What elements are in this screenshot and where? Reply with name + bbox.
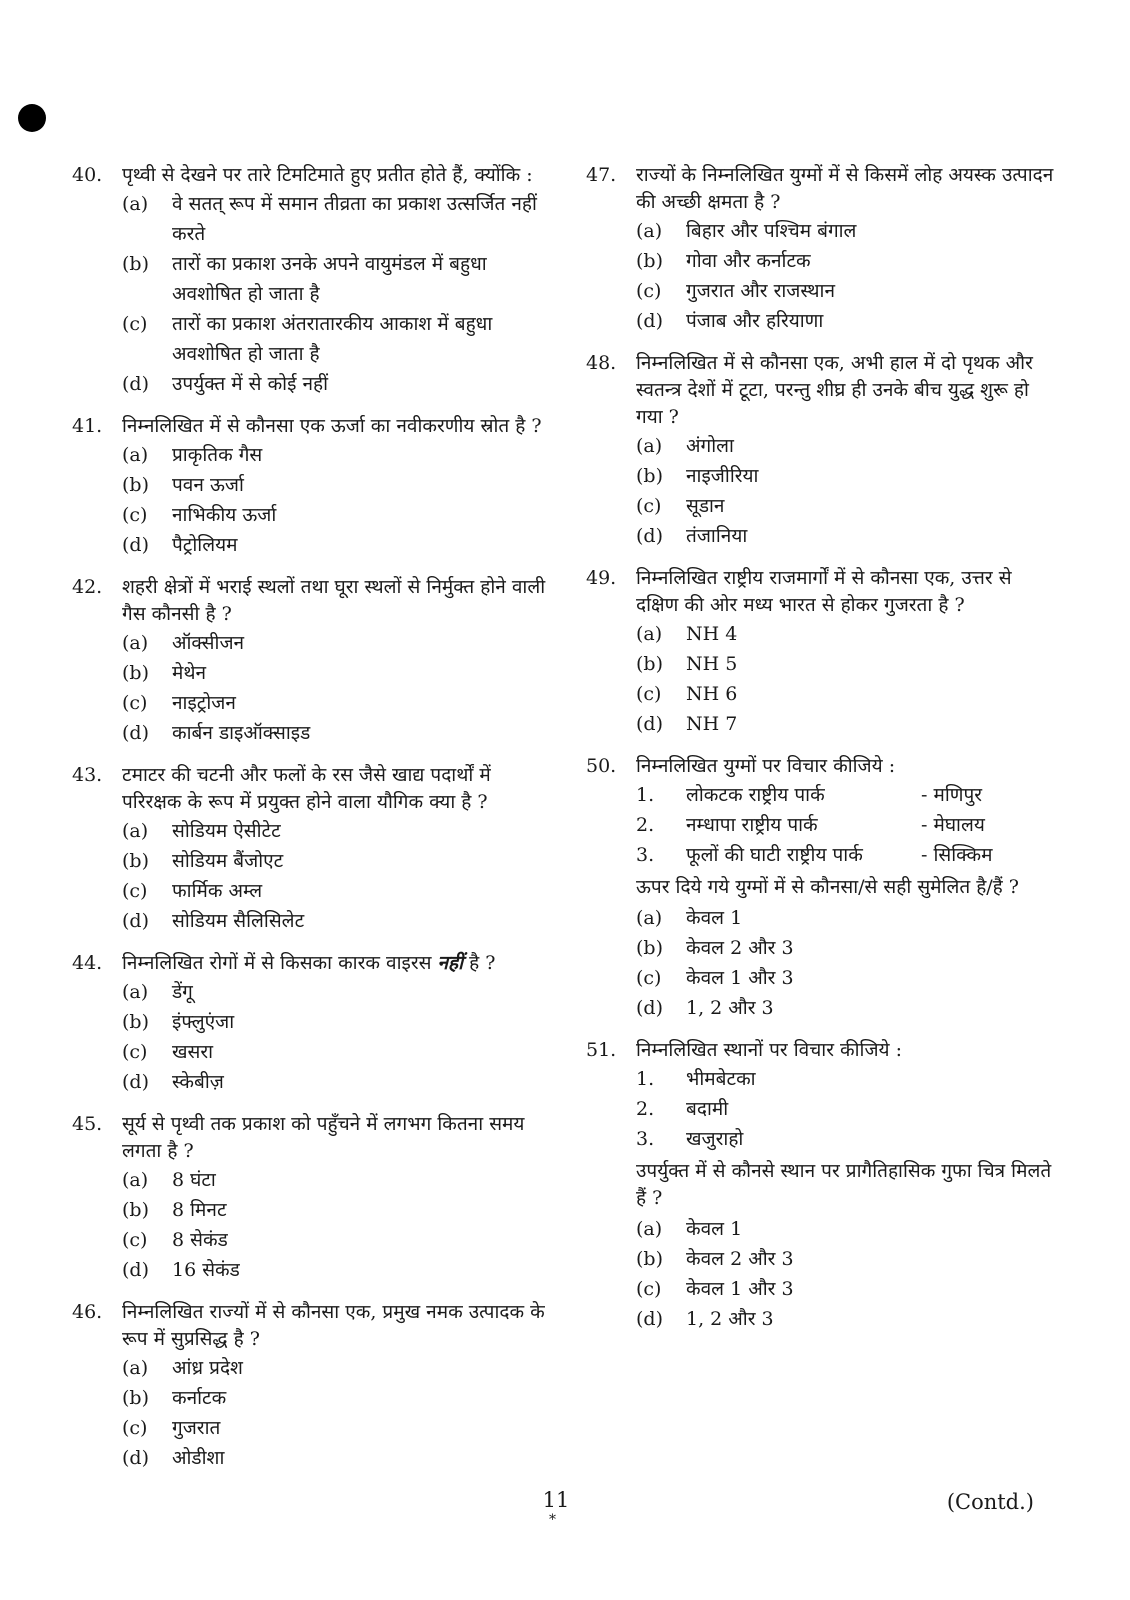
option-text: कार्बन डाइऑक्साइड (172, 722, 311, 744)
option-label: (b) (122, 1011, 149, 1033)
pair-left: नम्धापा राष्ट्रीय पार्क (686, 814, 818, 836)
page-number: 11 (542, 1488, 570, 1512)
question-text-emphasis: नहीं (437, 952, 464, 974)
option-text: केवल 1 (686, 1218, 743, 1240)
option-label: (b) (636, 465, 663, 487)
option-c (122, 1225, 552, 1255)
option-text: उपर्युक्त में से कोई नहीं (172, 373, 328, 395)
option-b (636, 246, 1056, 276)
option-label: (b) (122, 662, 149, 684)
option-label: (d) (122, 910, 149, 932)
option-text: मेथेन (172, 662, 207, 684)
option-text: केवल 1 (686, 907, 743, 929)
question-46 (72, 1299, 552, 1473)
question-text: सूर्य से पृथ्वी तक प्रकाश को पहुँचने में लगभग कितना समय लगता है ? (122, 1113, 525, 1162)
option-text: अंगोला (686, 435, 734, 457)
option-a (122, 628, 552, 658)
option-label: (d) (636, 525, 663, 547)
option-a (636, 216, 1056, 246)
option-a (122, 189, 552, 249)
option-text: प्राकृतिक गैस (172, 444, 263, 466)
option-text: पवन ऊर्जा (172, 474, 244, 496)
option-label: (a) (122, 1357, 149, 1379)
place-number: 1. (636, 1068, 655, 1090)
option-label: (a) (122, 632, 149, 654)
question-text: राज्यों के निम्नलिखित युग्मों में से किसमें लोह अयस्क उत्पादन की अच्छी क्षमता है ? (636, 164, 1054, 213)
question-text-post: है ? (469, 952, 496, 974)
question-number: 47. (586, 164, 617, 186)
pair-number: 3. (636, 844, 655, 866)
option-d (122, 718, 552, 748)
option-label: (c) (122, 1229, 148, 1251)
option-c (636, 963, 1056, 993)
option-d (122, 906, 552, 936)
option-text: सूडान (686, 495, 725, 517)
option-label: (c) (122, 504, 148, 526)
question-42 (72, 574, 552, 748)
option-b (636, 933, 1056, 963)
option-text: सोडियम सैलिसिलेट (172, 910, 305, 932)
option-label: (b) (636, 653, 663, 675)
option-b (636, 461, 1056, 491)
question-text: निम्नलिखित में से कौनसा एक, अभी हाल में दो पृथक और स्वतन्त्र देशों में टूटा, परन्तु शीघ्र ही उनके बीच युद्ध शुरू हो गया ? (636, 352, 1033, 428)
option-label: (c) (122, 692, 148, 714)
option-label: (a) (636, 907, 663, 929)
question-text: शहरी क्षेत्रों में भराई स्थलों तथा घूरा स्थलों से निर्मुक्त होने वाली गैस कौनसी है ? (122, 576, 546, 625)
option-text: तारों का प्रकाश उनके अपने वायुमंडल में बहुधा अवशोषित हो जाता है (172, 253, 487, 305)
option-label: (a) (122, 444, 149, 466)
option-c (122, 1413, 552, 1443)
option-c (122, 1037, 552, 1067)
pair-right: - सिक्किम (921, 844, 993, 866)
question-followup-text: उपर्युक्त में से कौनसे स्थान पर प्रागैतिहासिक गुफा चित्र मिलते हैं ? (636, 1160, 1052, 1209)
option-a (636, 903, 1056, 933)
question-number: 51. (586, 1039, 617, 1061)
option-text: ऑक्सीजन (172, 632, 245, 654)
option-text: स्केबीज़ (172, 1071, 224, 1093)
question-40 (72, 162, 552, 399)
option-text: 1, 2 और 3 (686, 1308, 774, 1330)
option-text: गोवा और कर्नाटक (686, 250, 811, 272)
question-followup-text: ऊपर दिये गये युग्मों में से कौनसा/से सही सुमेलित है/हैं ? (636, 876, 1019, 898)
place-number: 2. (636, 1098, 655, 1120)
option-label: (c) (122, 1041, 148, 1063)
option-text: गुजरात और राजस्थान (686, 280, 836, 302)
question-number: 41. (72, 415, 103, 437)
option-label: (d) (122, 1447, 149, 1469)
option-d (636, 1304, 1056, 1334)
question-number: 48. (586, 352, 617, 374)
option-label: (a) (122, 981, 149, 1003)
option-c (636, 491, 1056, 521)
option-label: (d) (122, 1071, 149, 1093)
option-c (122, 500, 552, 530)
option-a (122, 1353, 552, 1383)
option-label: (d) (122, 1259, 149, 1281)
option-text: इंफ्लुएंजा (172, 1011, 235, 1033)
question-text-pre: निम्नलिखित रोगों में से किसका कारक वाइरस (122, 952, 432, 974)
continued-label: (Contd.) (946, 1490, 1034, 1514)
option-label: (b) (122, 850, 149, 872)
option-text: पैट्रोलियम (172, 534, 238, 556)
option-text: NH 6 (686, 683, 738, 705)
option-text: तंजानिया (686, 525, 748, 547)
pair-item (636, 810, 1056, 840)
place-name: भीमबेटका (686, 1068, 756, 1090)
question-text (122, 950, 552, 977)
option-label: (b) (636, 1248, 663, 1270)
option-text: नाइट्रोजन (172, 692, 236, 714)
question-45 (72, 1111, 552, 1285)
option-text: खसरा (172, 1041, 214, 1063)
option-a (636, 619, 1056, 649)
option-label: (a) (636, 435, 663, 457)
option-label: (a) (636, 220, 663, 242)
right-column (586, 162, 1056, 1348)
option-d (122, 1067, 552, 1097)
pair-right: - मेघालय (921, 814, 985, 836)
question-number: 42. (72, 576, 103, 598)
pair-number: 1. (636, 784, 655, 806)
option-text: NH 7 (686, 713, 738, 735)
option-text: गुजरात (172, 1417, 221, 1439)
option-label: (c) (636, 1278, 662, 1300)
option-text: 16 सेकंड (172, 1259, 240, 1281)
option-b (122, 1007, 552, 1037)
question-number: 43. (72, 764, 103, 786)
pair-item (636, 840, 1056, 870)
option-text: NH 5 (686, 653, 738, 675)
question-text: निम्नलिखित स्थानों पर विचार कीजिये : (636, 1039, 903, 1061)
option-text: NH 4 (686, 623, 738, 645)
option-c (636, 1274, 1056, 1304)
option-text: वे सतत् रूप में समान तीव्रता का प्रकाश उत्सर्जित नहीं करते (172, 193, 537, 245)
question-number: 46. (72, 1301, 103, 1323)
question-number: 45. (72, 1113, 103, 1135)
question-number: 40. (72, 164, 103, 186)
question-number: 49. (586, 567, 617, 589)
option-b (122, 1195, 552, 1225)
punch-hole-mark (18, 104, 46, 132)
option-a (122, 977, 552, 1007)
place-item (636, 1124, 1056, 1154)
option-text: सोडियम ऐसीटेट (172, 820, 281, 842)
option-c (636, 679, 1056, 709)
option-d (636, 521, 1056, 551)
option-label: (b) (122, 1387, 149, 1409)
option-label: (c) (122, 880, 148, 902)
option-text: 8 मिनट (172, 1199, 227, 1221)
option-label: (a) (122, 193, 149, 215)
question-41 (72, 413, 552, 560)
place-number: 3. (636, 1128, 655, 1150)
option-label: (b) (122, 1199, 149, 1221)
option-d (122, 1443, 552, 1473)
option-b (122, 658, 552, 688)
option-d (636, 709, 1056, 739)
question-47 (586, 162, 1056, 336)
option-label: (a) (122, 820, 149, 842)
question-49 (586, 565, 1056, 739)
question-51 (586, 1037, 1056, 1334)
option-text: 8 घंटा (172, 1169, 216, 1191)
option-text: केवल 1 और 3 (686, 967, 794, 989)
option-text: तारों का प्रकाश अंतरातारकीय आकाश में बहुधा अवशोषित हो जाता है (172, 313, 493, 365)
option-a (122, 816, 552, 846)
pair-number: 2. (636, 814, 655, 836)
left-column (72, 162, 552, 1487)
question-48 (586, 350, 1056, 551)
place-name: बदामी (686, 1098, 729, 1120)
option-c (122, 876, 552, 906)
star-mark: * (549, 1512, 556, 1528)
option-b (636, 649, 1056, 679)
option-label: (d) (122, 722, 149, 744)
option-c (122, 309, 552, 369)
option-a (122, 440, 552, 470)
option-text: केवल 2 और 3 (686, 937, 794, 959)
option-label: (b) (122, 474, 149, 496)
option-b (636, 1244, 1056, 1274)
option-text: बिहार और पश्चिम बंगाल (686, 220, 857, 242)
option-b (122, 249, 552, 309)
option-label: (d) (122, 534, 149, 556)
option-label: (a) (636, 1218, 663, 1240)
question-50 (586, 753, 1056, 1023)
option-label: (c) (636, 495, 662, 517)
option-text: केवल 2 और 3 (686, 1248, 794, 1270)
option-text: फार्मिक अम्ल (172, 880, 263, 902)
option-label: (c) (636, 683, 662, 705)
option-label: (a) (122, 1169, 149, 1191)
option-label: (c) (122, 1417, 148, 1439)
place-name: खजुराहो (686, 1128, 744, 1150)
question-43 (72, 762, 552, 936)
option-d (122, 530, 552, 560)
option-text: केवल 1 और 3 (686, 1278, 794, 1300)
option-text: ओडीशा (172, 1447, 225, 1469)
option-a (122, 1165, 552, 1195)
question-number: 50. (586, 755, 617, 777)
option-label: (c) (636, 967, 662, 989)
question-text: निम्नलिखित युग्मों पर विचार कीजिये : (636, 755, 896, 777)
option-a (636, 1214, 1056, 1244)
option-text: नाइजीरिया (686, 465, 759, 487)
option-text: पंजाब और हरियाणा (686, 310, 824, 332)
pair-left: लोकटक राष्ट्रीय पार्क (686, 784, 825, 806)
question-text: निम्नलिखित राज्यों में से कौनसा एक, प्रमुख नमक उत्पादक के रूप में सुप्रसिद्ध है ? (122, 1301, 545, 1350)
question-text: टमाटर की चटनी और फलों के रस जैसे खाद्य पदार्थों में परिरक्षक के रूप में प्रयुक्त होने वाला यौगिक क्या है ? (122, 764, 491, 813)
option-text: 1, 2 और 3 (686, 997, 774, 1019)
option-label: (d) (636, 713, 663, 735)
option-d (636, 306, 1056, 336)
option-label: (b) (636, 937, 663, 959)
option-d (122, 369, 552, 399)
option-label: (a) (636, 623, 663, 645)
option-text: 8 सेकंड (172, 1229, 228, 1251)
option-d (636, 993, 1056, 1023)
pair-left: फूलों की घाटी राष्ट्रीय पार्क (686, 844, 863, 866)
option-label: (b) (636, 250, 663, 272)
option-c (636, 276, 1056, 306)
option-label: (c) (122, 313, 148, 335)
option-text: आंध्र प्रदेश (172, 1357, 243, 1379)
option-label: (d) (636, 1308, 663, 1330)
question-44 (72, 950, 552, 1097)
option-a (636, 431, 1056, 461)
option-b (122, 1383, 552, 1413)
option-text: डेंगू (172, 981, 193, 1003)
option-c (122, 688, 552, 718)
option-b (122, 846, 552, 876)
option-text: नाभिकीय ऊर्जा (172, 504, 277, 526)
question-text: निम्नलिखित राष्ट्रीय राजमार्गों में से कौनसा एक, उत्तर से दक्षिण की ओर मध्य भारत से होकर गुजरता है ? (636, 567, 1012, 616)
option-label: (d) (636, 997, 663, 1019)
pair-right: - मणिपुर (921, 784, 983, 806)
option-text: कर्नाटक (172, 1387, 227, 1409)
option-b (122, 470, 552, 500)
place-item (636, 1094, 1056, 1124)
pair-item (636, 780, 1056, 810)
option-label: (d) (122, 373, 149, 395)
option-label: (d) (636, 310, 663, 332)
option-label: (c) (636, 280, 662, 302)
place-item (636, 1064, 1056, 1094)
option-d (122, 1255, 552, 1285)
question-text: पृथ्वी से देखने पर तारे टिमटिमाते हुए प्रतीत होते हैं, क्योंकि : (122, 164, 533, 186)
option-text: सोडियम बैंजोएट (172, 850, 284, 872)
question-number: 44. (72, 952, 103, 974)
question-text: निम्नलिखित में से कौनसा एक ऊर्जा का नवीकरणीय स्रोत है ? (122, 415, 542, 437)
option-label: (b) (122, 253, 149, 275)
